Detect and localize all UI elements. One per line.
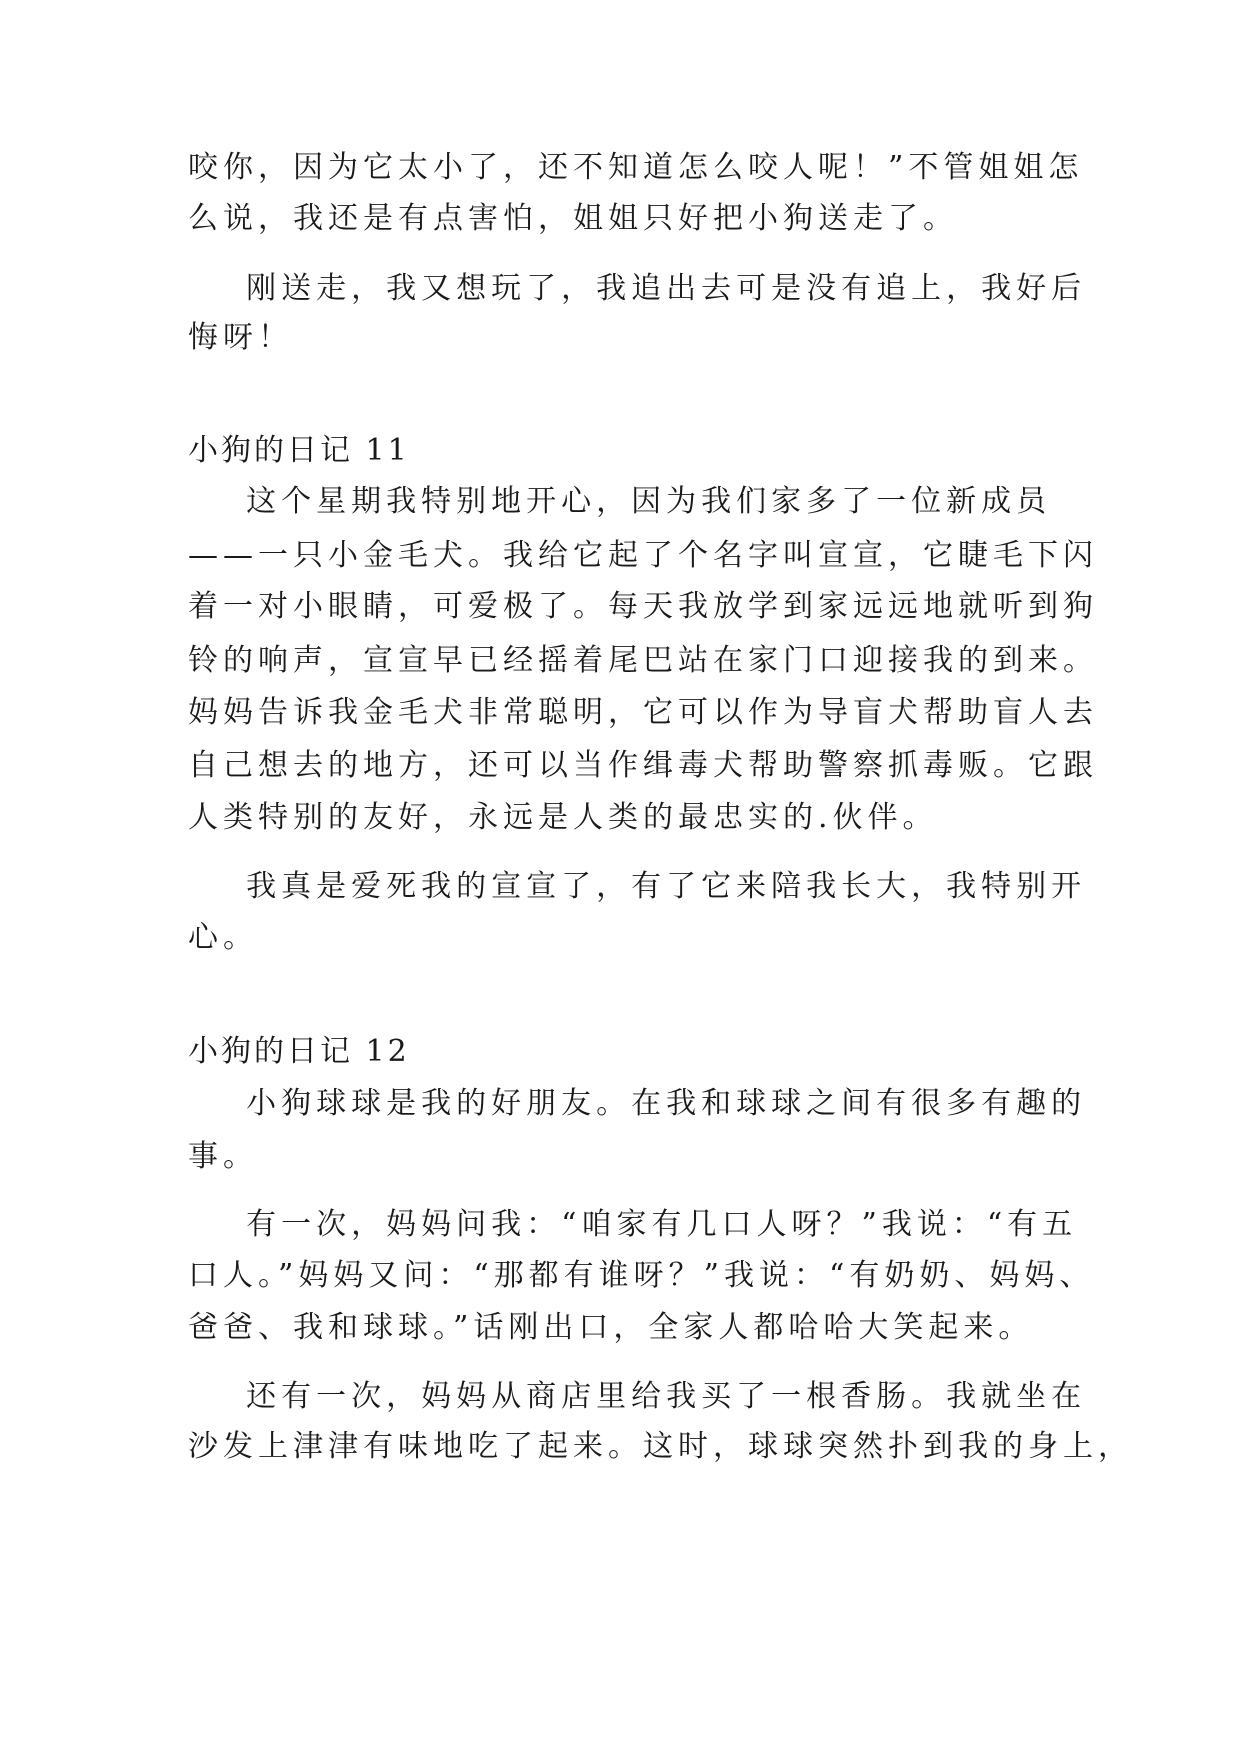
text-line: 有一次，妈妈问我：“咱家有几口人呀？”我说：“有五 (188, 1207, 1078, 1242)
text-line: 咬你，因为它太小了，还不知道怎么咬人呢！”不管姐姐怎 (188, 150, 1084, 185)
text-line: 沙发上津津有味地吃了起来。这时，球球突然扑到我的身上， (188, 1429, 1133, 1464)
text-line: 口人。”妈妈又问：“那都有谁呀？”我说：“有奶奶、妈妈、 (188, 1258, 1095, 1293)
text-line: 我真是爱死我的宣宣了，有了它来陪我长大，我特别开 (188, 869, 1087, 904)
text-line: 事。 (188, 1139, 258, 1174)
text-line: 悔呀！ (188, 320, 293, 355)
text-line: 自己想去的地方，还可以当作缉毒犬帮助警察抓毒贩。它跟 (188, 748, 1098, 783)
text-line: 这个星期我特别地开心，因为我们家多了一位新成员 (188, 484, 1052, 519)
text-line: 人类特别的友好，永远是人类的最忠实的.伙伴。 (188, 800, 938, 835)
section-heading: 小狗的日记 11 (188, 433, 410, 468)
text-line: 么说，我还是有点害怕，姐姐只好把小狗送走了。 (188, 201, 958, 236)
text-line: ——一只小金毛犬。我给它起了个名字叫宣宣，它睫毛下闪 (188, 538, 1098, 573)
text-line: 小狗球球是我的好朋友。在我和球球之间有很多有趣的 (188, 1086, 1087, 1121)
text-line: 爸爸、我和球球。”话刚出口，全家人都哈哈大笑起来。 (188, 1310, 1034, 1345)
text-line: 心。 (188, 920, 258, 955)
text-line: 铃的响声，宣宣早已经摇着尾巴站在家门口迎接我的到来。 (188, 643, 1098, 678)
section-heading: 小狗的日记 12 (188, 1034, 410, 1069)
text-line: 妈妈告诉我金毛犬非常聪明，它可以作为导盲犬帮助盲人去 (188, 695, 1098, 730)
text-line: 刚送走，我又想玩了，我追出去可是没有追上，我好后 (188, 271, 1087, 306)
text-line: 着一对小眼睛，可爱极了。每天我放学到家远远地就听到狗 (188, 589, 1098, 624)
text-line: 还有一次，妈妈从商店里给我买了一根香肠。我就坐在 (188, 1379, 1087, 1414)
